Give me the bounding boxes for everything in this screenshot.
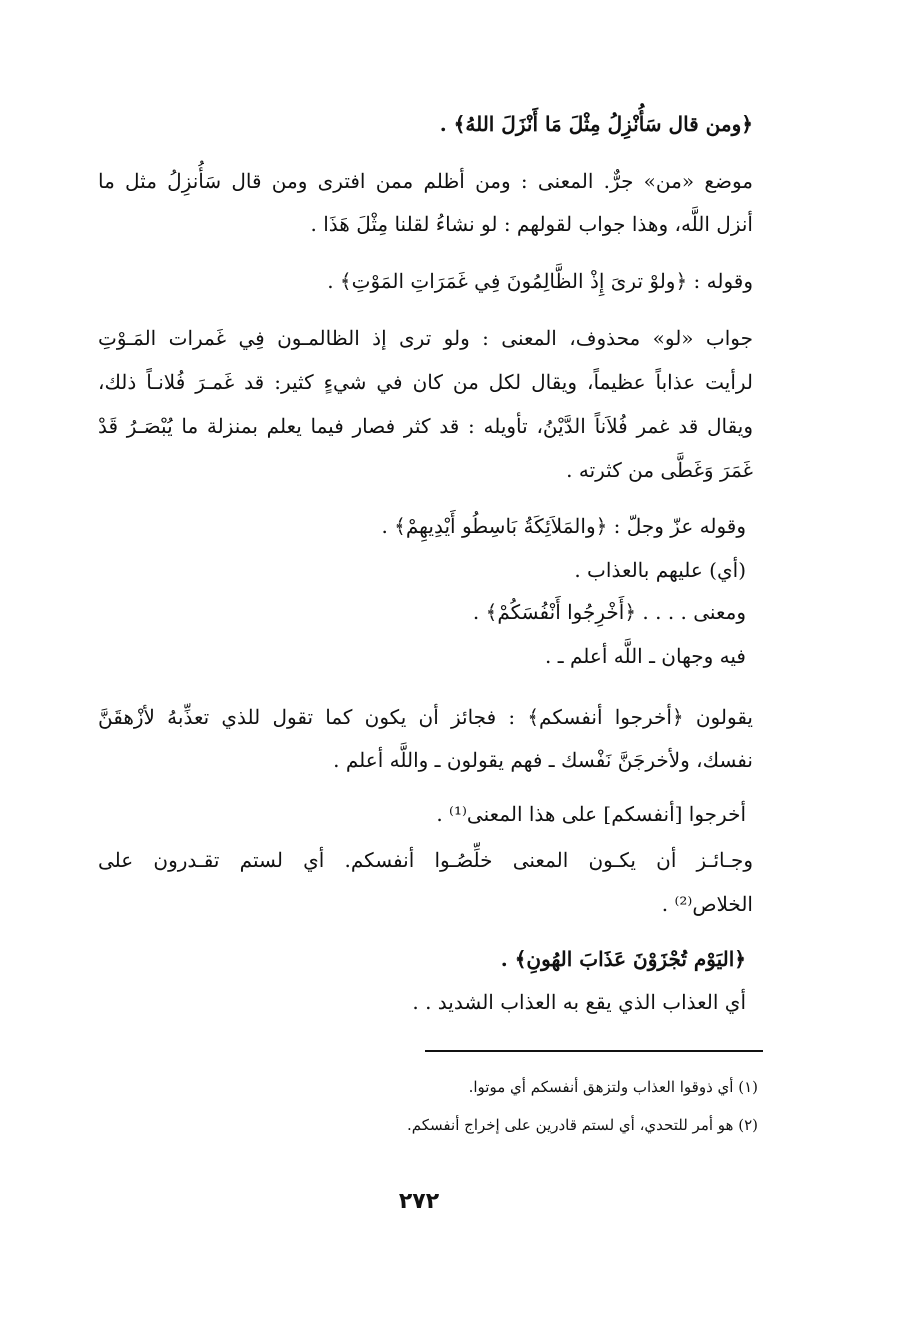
paragraph-line: لرأيت عذاباً عظيماً، ويقال لكل من كان في شيءٍ كثير: قد غَمـرَ فُلانـاً ذلك، [98,370,753,394]
paragraph-line: ومعنى . . . . ﴿أَخْرِجُوا أَنْفُسَكُمْ﴾ . [472,600,746,624]
paragraph-line: أنزل اللَّه، وهذا جواب لقولهم : لو نشاءُ لقلنا مِثْلَ هَذَا . [310,212,753,236]
quran-verse-line: ﴿اليَوْم تُجْزَوْنَ عَذَابَ الهُونِ﴾ . [500,947,746,971]
paragraph-line: (أي) عليهم بالعذاب . [574,558,746,582]
paragraph-line: أي العذاب الذي يقع به العذاب الشديد . . [412,990,746,1014]
paragraph-line: الخلاص⁽²⁾ . [661,892,753,916]
paragraph-line: وجـائـز أن يكـون المعنى خلِّصُـوا أنفسكم. أي لستم تقـدرون على [98,848,753,872]
paragraph-line: وقوله عزّ وجلّ : ﴿والمَلاَئِكَةُ بَاسِطُو أَيْدِيهِمْ﴾ . [381,514,746,538]
paragraph-line: أخرجوا [أنفسكم] على هذا المعنى⁽¹⁾ . [436,802,746,826]
quran-verse-line: ﴿ومن قال سَأُنْزِلُ مِثْلَ مَا أَنْزَلَ اللهُ﴾ . [439,112,753,136]
footnote-1: (١) أي ذوقوا العذاب ولتزهق أنفسكم أي موتوا. [468,1078,758,1096]
paragraph-line: يقولون ﴿أخرجوا أنفسكم﴾ : فجائز أن يكون كما تقول للذي تعذِّبهُ لأزْهقَنَّ [98,705,753,729]
footnote-divider [425,1050,763,1052]
paragraph-line: غَمَرَ وَغَطَّى من كثرته . [566,458,753,482]
paragraph-line: فيه وجهان ـ اللَّه أعلم ـ . [545,644,746,668]
paragraph-line: وقوله : ﴿ولوْ ترىَ إِذْ الظَّالِمُونَ فِي غَمَرَاتِ المَوْتِ﴾ . [327,269,753,293]
paragraph-line: نفسك، ولأخرجَنَّ نَفْسك ـ فهم يقولون ـ واللَّه أعلم . [333,748,753,772]
paragraph-line: ويقال قد غمر فُلاَناً الدَّيْنُ، تأويله : قد كثر فصار فيما يعلم بمنزلة ما يُبْصَـرُ قَدْ [98,414,753,438]
page-number: ٢٧٢ [398,1189,440,1214]
footnote-2: (٢) هو أمر للتحدي، أي لستم قادرين على إخراج أنفسكم. [407,1116,758,1134]
paragraph-line: موضع «من» جرٌّ. المعنى : ومن أظلم ممن افترى ومن قال سَأُنزِلُ مثل ما [98,169,753,193]
paragraph-line: جواب «لو» محذوف، المعنى : ولو ترى إذ الظالمـون فِي غَمرات المَـوْتِ [98,326,753,350]
